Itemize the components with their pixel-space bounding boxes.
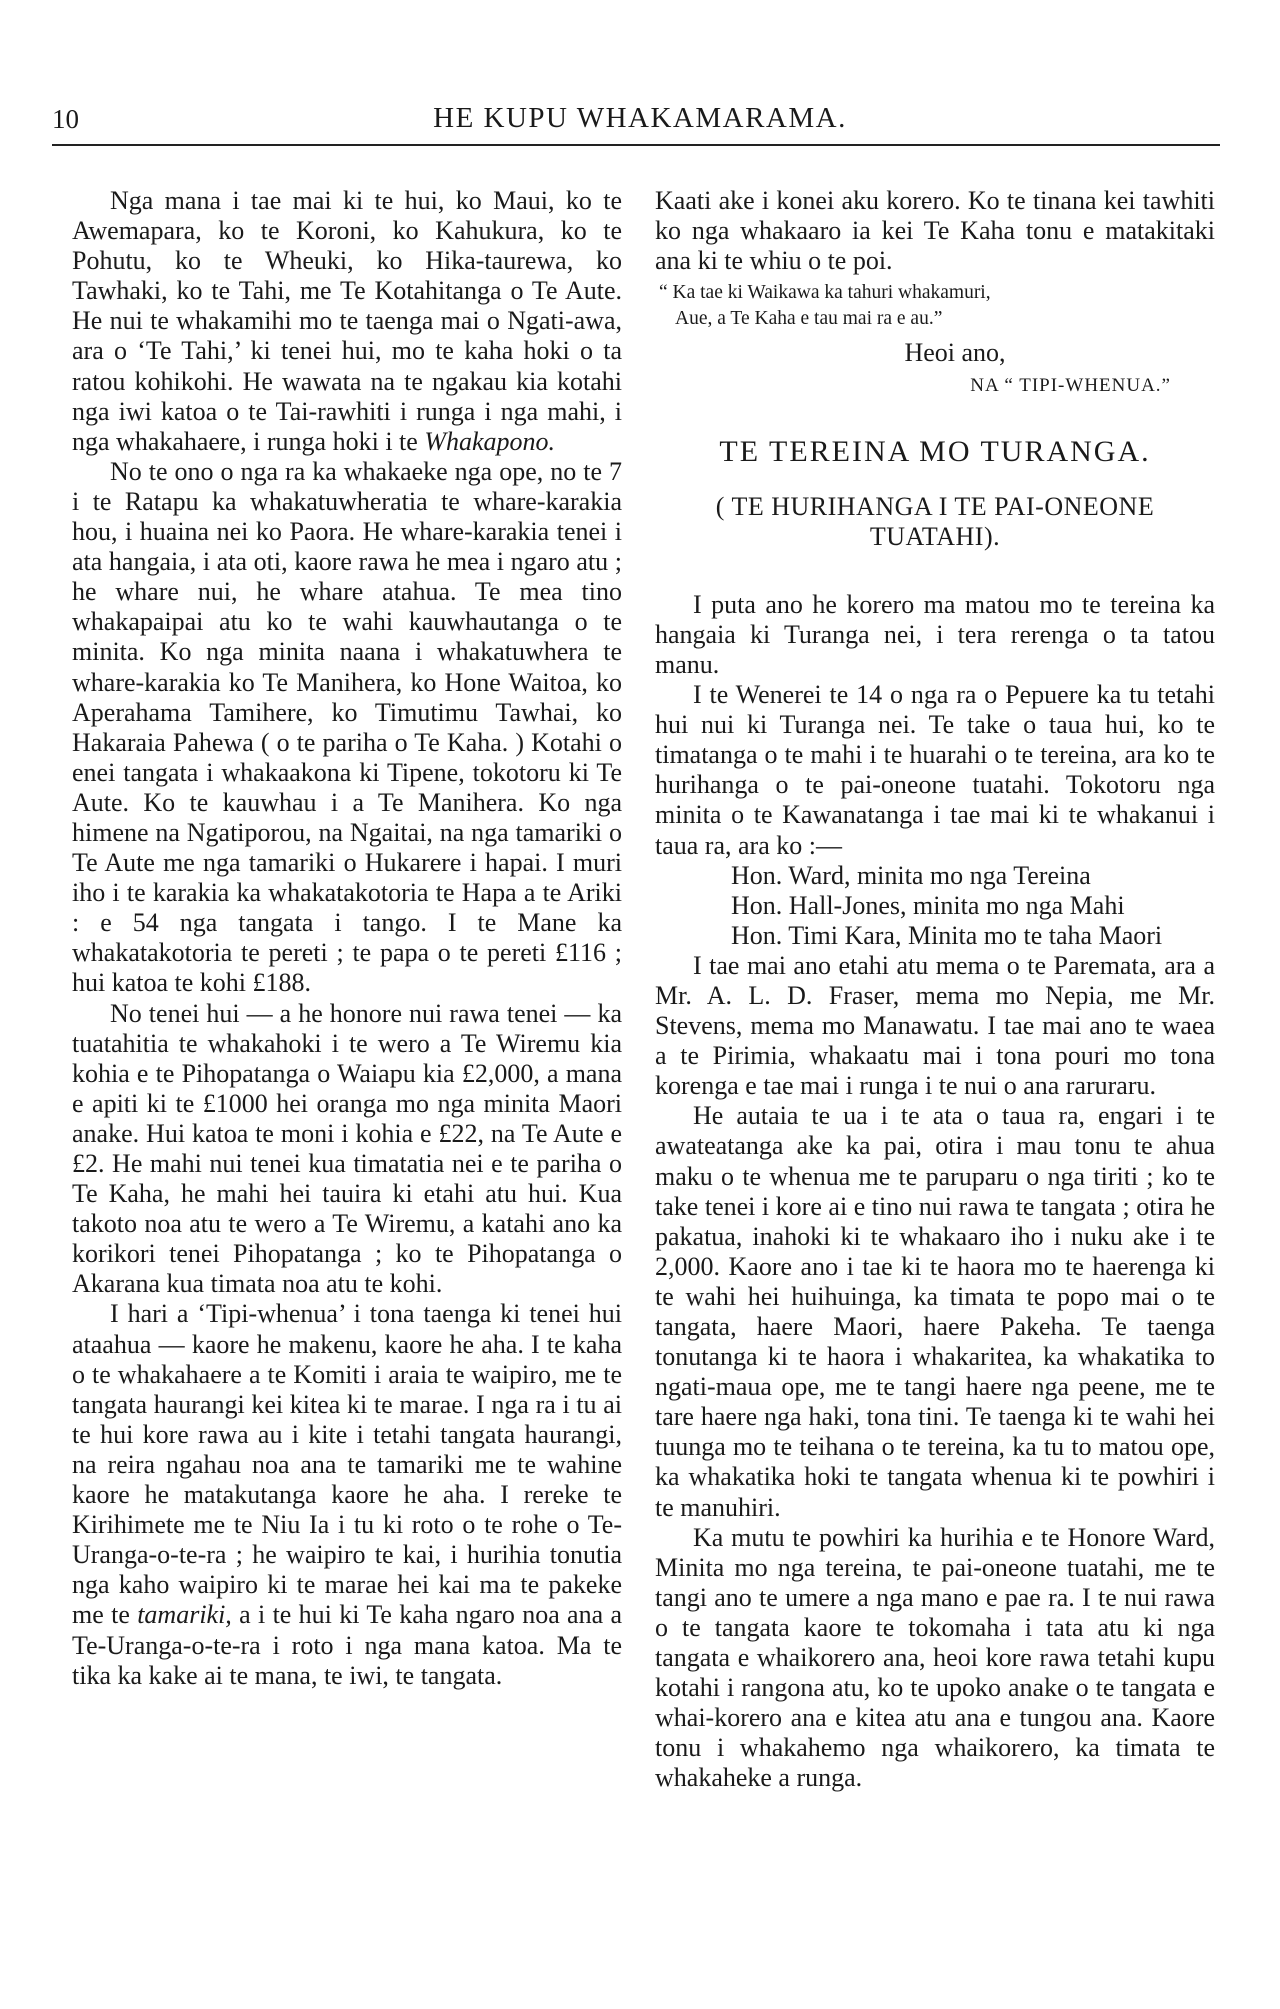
paragraph-puta: I puta ano he korero ma matou mo te tereina ka hangaia ki Turanga nei, i tera rerenga o ta tatou manu. [655,589,1215,679]
right-column [655,186,1215,1794]
minister-hall-jones: Hon. Hall-Jones, minita mo nga Mahi [731,890,1125,920]
paragraph-honore: No tenei hui — a he honore nui rawa tenei — ka tuatahitia te whakahoki i te wero a Te Wiremu kia kohia e te Pihopatanga o Waiapu kia £2,000, a mana e apiti ki te £1000 hei oranga mo nga minita Maori anake. Hui katoa te moni i kohia e £22, na Te Aute e £2. He mahi nui tenei kua timatatia nei e te pariha o Te Kaha, he mahi hei tauira ki etahi atu hui. Kua takoto noa atu te wero a Te Wiremu, a katahi ano ka korikori tenei Pihopatanga ; ko te Pihopatanga o Akarana kua timata noa atu te kohi. [72,998,622,1299]
section-title: TE TEREINA MO TURANGA. [719,435,1151,469]
paragraph-ua: He autaia te ua i te ata o taua ra, engari i te awateatanga ake ka pai, otira i mau tonu te ahua maku o te whenua me te paruparu o nga tiriti ; ko te take tenei i kore ai e tino nui rawa te tangata ; otira he pakatua, inahoki ki te whakaaro iho i nuku ake i te 2,000. Kaore ano i tae ki te haora mo te haerenga ki te wahi hei huihuinga, ka timata te popo mai o te tangata, haere Maori, haere Pakeha. Te taenga tonutanga ki te haora i whakaritea, ka whakatika to ngati-maua ope, me te tangi haere nga peene, me te tare haere nga haki, tona tini. Te taenga ki te wahi hei tuunga mo te teihana o te tereina, ka tu to matou ope, ka whakatika hoki te tangata whenua ki te powhiri i te manuhiri. [655,1101,1215,1522]
verse [659,280,1215,332]
italic-tamariki: tamariki, [137,1600,232,1630]
paragraph-paremata: I tae mai ano etahi atu mema o te Paremata, ara a Mr. A. L. D. Fraser, mema mo Nepia, me Mr. Stevens, mema mo Manawatu. I tae mai ano te waea a te Pirimia, whakaatu mai i tona pouri mo tona korenga e tae mai i runga i te nui o ana raruraru. [655,950,1215,1101]
signoff-author: NA “ TIPI-WHENUA.” [970,375,1171,397]
section-subtitle: ( TE HURIHANGA I TE PAI-ONEONE TUATAHI). [715,491,1155,551]
verse-line-2: Aue, a Te Kaha e tau mai ra e au.” [675,308,943,330]
paragraph-powhiri: Ka mutu te powhiri ka hurihia e te Honore Ward, Minita mo nga tereina, te pai-oneone tuatahi, me te tangi ano te umere a nga mano e pae ra. I te nui rawa o te tangata kaore te tokomaha i tata atu ki nga tangata e whaikorero ana, heoi kore rawa tetahi kupu kotahi i rangona atu, ko te upoko anake o te tangata e whai-korero ana e kitea atu ana e tungou ana. Kaore tonu i whakahemo nga whaikorero, ka timata te whakaheke a runga. [655,1522,1215,1793]
signoff-heoi: Heoi ano, [904,338,1006,368]
italic-whakapono: Whakapono. [424,426,556,456]
header-rule [52,144,1220,146]
page-number: 10 [52,104,79,134]
paragraph-hari: I hari a ‘Tipi-whenua’ i tona taenga ki tenei hui ataahua — kaore he makenu, kaore he aha. I te kaha o te whakahaere a te Komiti i araia te waipiro, me te tangata haurangi kei kitea ki te marae. I nga ra i tu ai te hui kore rawa au i kite i tetahi tangata haurangi, na reira ngahau noa ana te tamariki me te wahine kaore he matakutanga kaore he aha. I rereke te Kirihimete me te Niu Ia i tu ki roto o te rohe o Te-Uranga-o-te-ra ; he waipiro te kai, i hurihia tonutia nga kaho waipiro ki te marae hei kai ma te pakeke me te tamariki, a i te hui ki Te kaha ngaro noa ana a Te-Uranga-o-te-ra i roto i nga mana katoa. Ma te tika ka kake ai te mana, te iwi, te tangata. [72,1299,623,1690]
minister-ward: Hon. Ward, minita mo nga Tereina [731,860,1091,890]
paragraph-wenerei: I te Wenerei te 14 o nga ra o Pepuere ka tu tetahi hui nui ki Turanga nei. Te take o taua hui, ko te timatanga o te mahi i te huarahi o te tereina, ara ko te hurihanga o te pai-oneone tuatahi. Tokotoru nga minita o te Kawanatanga i tae mai ki te whakanui i taua ra, ara ko :— [655,680,1215,860]
running-title: HE KUPU WHAKAMARAMA. [433,102,847,134]
paragraph-whakaeke: No te ono o nga ra ka whakaeke nga ope, no te 7 i te Ratapu ka whakatuwheratia te whare-karakia hou, i huaina nei ko Paora. He whare-karakia tenei i ata hangaia, i ata oti, kaore rawa he mea i ngaro atu ; he whare nui, he whare atahua. Te mea tino whakapaipai atu ko te wahi kauwhautanga o te minita. Ko nga minita naana i whakatuwhera te whare-karakia ko Te Manihera, ko Hone Waitoa, ko Aperahama Tamihere, ko Timutimu Tawhai, ko Hakaraia Pahewa ( o te pariha o Te Kaha. ) Kotahi o enei tangata i whakaakona ki Tipene, tokotoru ki Te Aute. Ko te kauwhau i a Te Manihera. Ko nga himene na Ngatiporou, na Ngaitai, na nga tamariki o Te Aute me nga tamariki o Hukarere i hapai. I muri iho i te karakia ka whakatakotoria te Hapa a te Ariki : e 54 nga tangata i tango. I te Mane ka whakatakotoria te pereti ; te papa o te pereti £116 ; hui katoa te kohi £188. [72,456,622,998]
verse-line-1: “ Ka tae ki Waikawa ka tahuri whakamuri, [659,282,991,304]
paragraph-kaati: Kaati ake i konei aku korero. Ko te tinana kei tawhiti ko nga whakaaro ia kei Te Kaha tonu e matakitaki ana ki te whiu o te poi. [655,186,1215,276]
left-column [72,186,622,1691]
signoff [655,338,1215,401]
minister-kara: Hon. Timi Kara, Minita mo te taha Maori [731,920,1163,950]
paragraph-mana: Nga mana i tae mai ki te hui, ko Maui, ko te Awemapara, ko te Koroni, ko Kahukura, ko te Pohutu, ko te Wheuki, ko Hika-taurewa, ko Tawhaki, ko te Tahi, me Te Kotahitanga o Te Aute. He nui te whakamihi mo te taenga mai o Ngati-awa, ara o ‘Te Tahi,’ ki tenei hui, mo te kaha hoki o ta ratou kohikohi. He wawata na te ngakau kia kotahi nga iwi katoa o te Tai-rawhiti i runga i nga mahi, i nga whakahaere, i runga hoki i te Whakapono. [72,186,622,456]
